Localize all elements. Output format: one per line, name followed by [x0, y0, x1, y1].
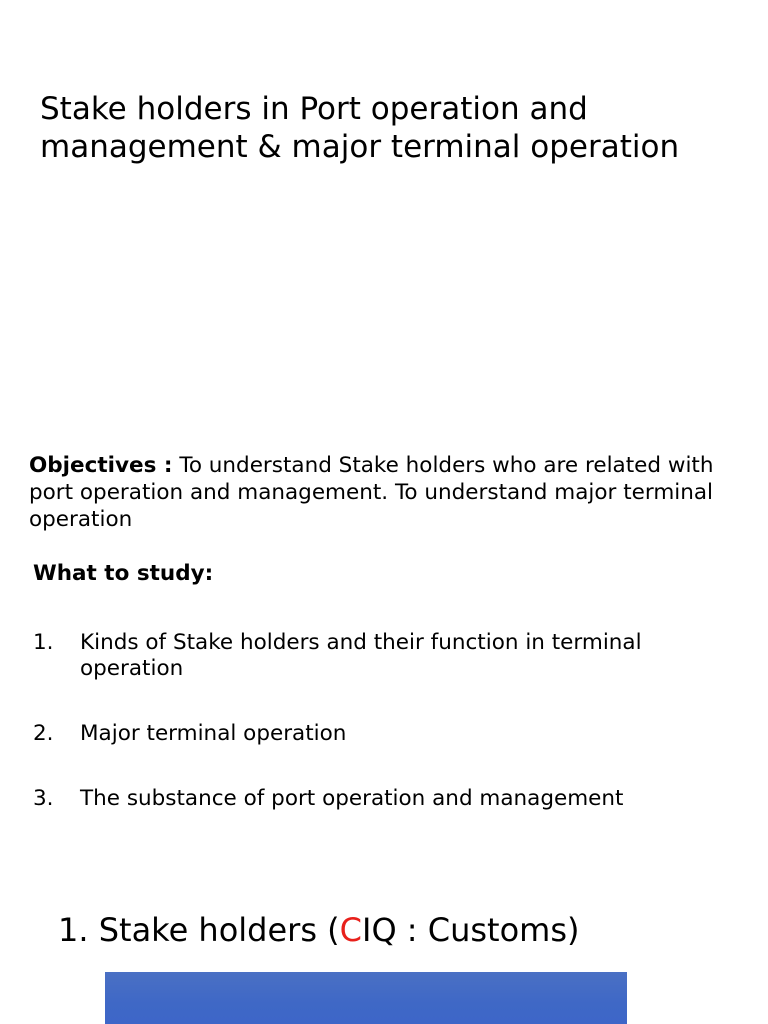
section-heading-accent-letter: C: [339, 911, 362, 949]
section-heading: [58, 908, 580, 952]
objectives-paragraph: [29, 452, 744, 533]
page-title: Stake holders in Port operation and management & major terminal operation: [40, 91, 680, 165]
slide-image: [105, 972, 627, 1024]
list-item-number: 1.: [33, 630, 54, 655]
list-item-number: 2.: [33, 721, 54, 746]
list-item-text: The substance of port operation and management: [80, 786, 624, 811]
study-list: [33, 630, 723, 812]
list-item: [33, 630, 723, 682]
objectives-text: To understand Stake holders who are related with port operation and management. To understand major terminal operation: [29, 453, 714, 532]
list-item-text: Kinds of Stake holders and their function in terminal operation: [80, 630, 642, 681]
list-item-text: Major terminal operation: [80, 721, 347, 746]
list-item: [33, 786, 723, 812]
list-item-number: 3.: [33, 786, 54, 811]
what-to-study-heading: What to study:: [33, 561, 214, 586]
section-heading-prefix: 1. Stake holders (: [58, 911, 340, 949]
section-heading-suffix: IQ : Customs): [362, 911, 580, 949]
list-item: [33, 721, 723, 747]
objectives-label: Objectives :: [29, 453, 173, 478]
